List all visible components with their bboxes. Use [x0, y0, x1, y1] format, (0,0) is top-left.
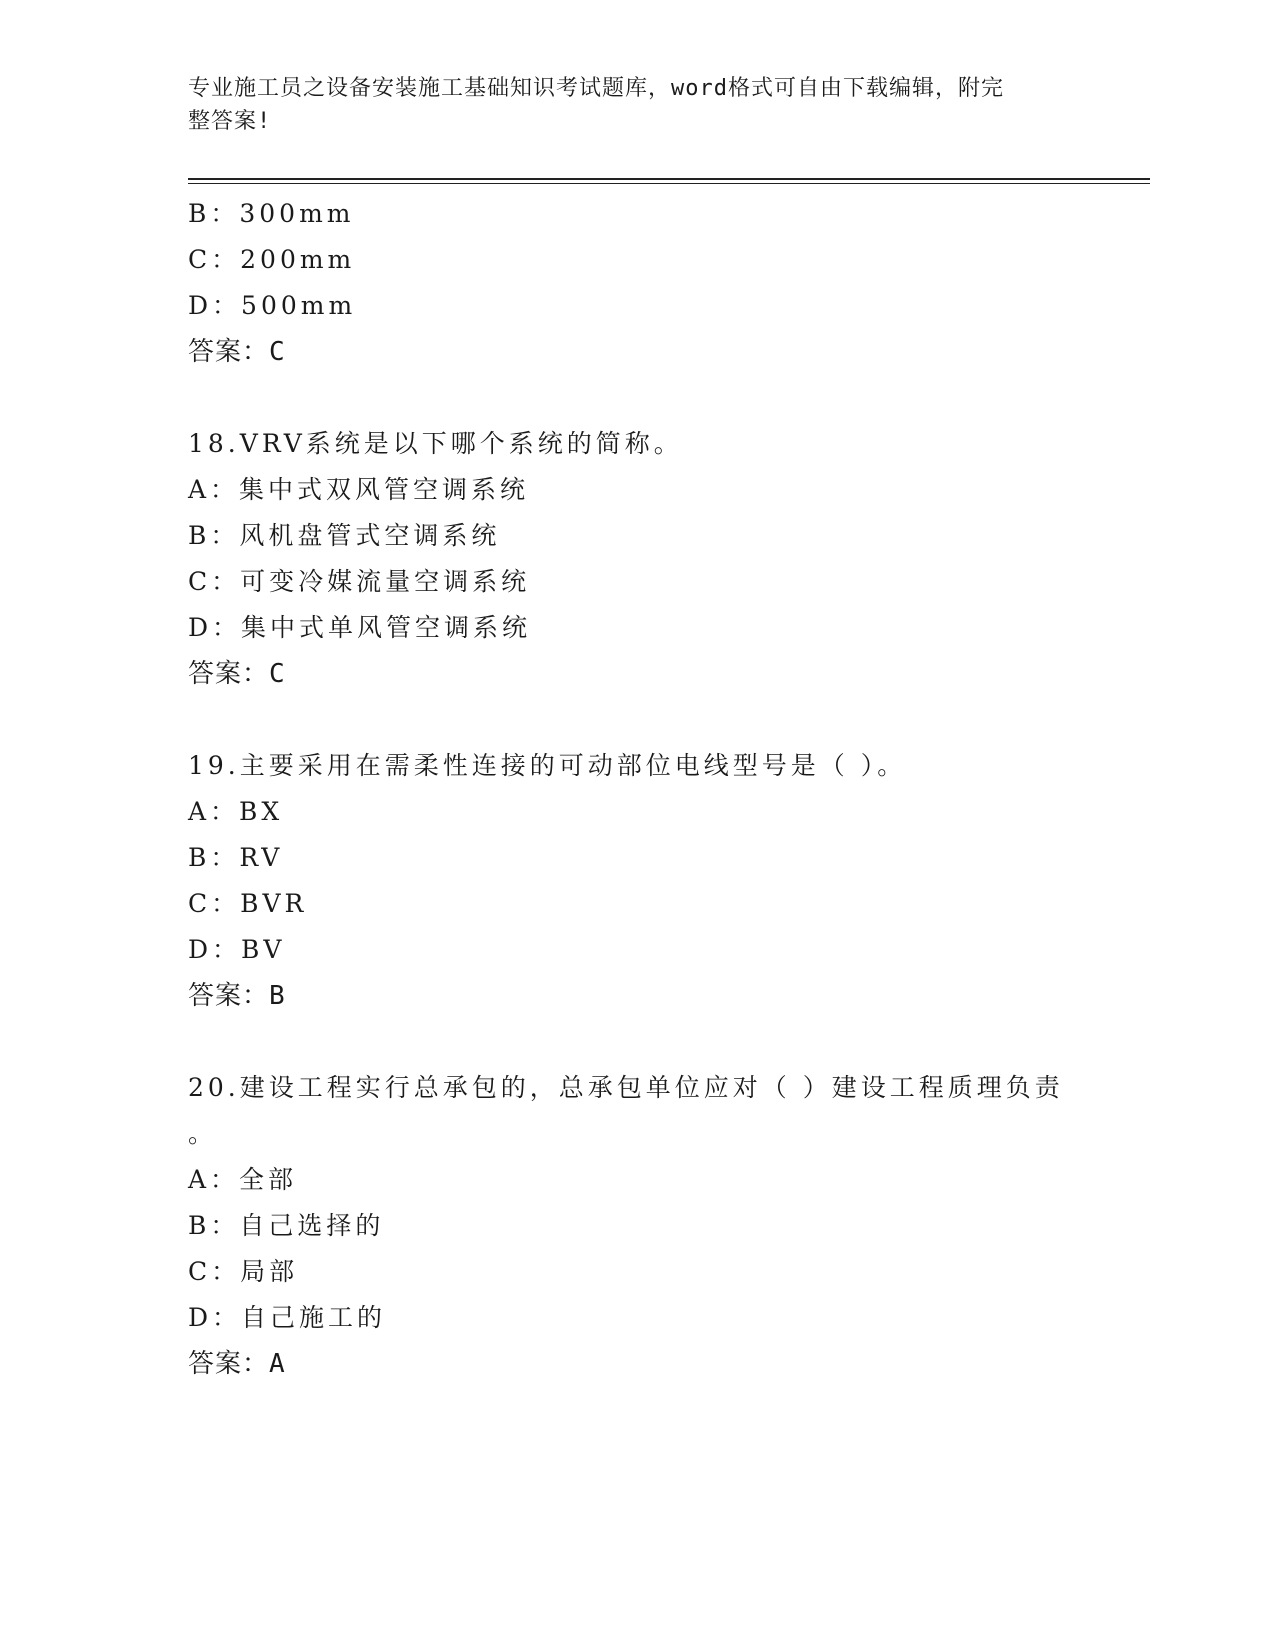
header-divider-thin — [188, 183, 1150, 184]
option-b: B：RV — [188, 843, 284, 872]
answer-line: 答案：C — [188, 337, 286, 367]
option-a: A：集中式双风管空调系统 — [188, 475, 530, 504]
option-d: D：集中式单风管空调系统 — [188, 613, 532, 642]
question-stem: 19.主要采用在需柔性连接的可动部位电线型号是（ ）。 — [188, 751, 907, 780]
option-b: B：300mm — [188, 199, 355, 228]
header-line-1: 专业施工员之设备安装施工基础知识考试题库，word格式可自由下载编辑，附完 — [188, 76, 1004, 101]
question-18 — [188, 421, 1088, 697]
question-17-tail — [188, 191, 1088, 375]
answer-line: 答案：B — [188, 981, 286, 1011]
question-stem: 18.VRV系统是以下哪个系统的简称。 — [188, 429, 683, 458]
answer-line: 答案：A — [188, 1349, 286, 1379]
answer-line: 答案：C — [188, 659, 286, 689]
question-list — [188, 191, 1088, 1387]
option-d: D：BV — [188, 935, 286, 964]
question-stem: 20.建设工程实行总承包的，总承包单位应对（ ）建设工程质理负责 — [188, 1073, 1064, 1102]
option-c: C：可变冷媒流量空调系统 — [188, 567, 531, 596]
option-c: C：BVR — [188, 889, 308, 918]
header-line-2: 整答案! — [188, 109, 272, 134]
question-20 — [188, 1065, 1088, 1387]
option-c: C：200mm — [188, 245, 356, 274]
option-b: B：风机盘管式空调系统 — [188, 521, 501, 550]
option-c: C：局部 — [188, 1257, 299, 1286]
header-divider-thick — [188, 178, 1150, 180]
option-b: B：自己选择的 — [188, 1211, 385, 1240]
option-a: A：全部 — [188, 1165, 298, 1194]
option-a: A：BX — [188, 797, 284, 826]
document-header — [188, 72, 1088, 138]
question-19 — [188, 743, 1088, 1019]
option-d: D：自己施工的 — [188, 1303, 387, 1332]
question-stem-wrap: 。 — [188, 1119, 214, 1148]
option-d: D：500mm — [188, 291, 357, 320]
